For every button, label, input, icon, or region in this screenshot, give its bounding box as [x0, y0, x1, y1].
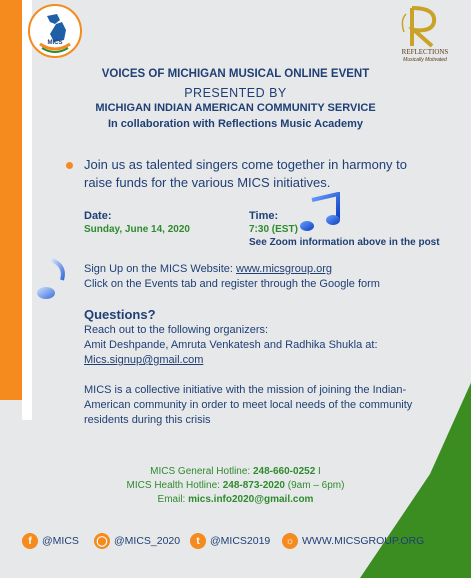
- questions-email-row: [84, 353, 203, 368]
- signup-email-link[interactable]: Mics.signup@gmail.com: [84, 354, 204, 366]
- white-side-strip: [22, 0, 32, 420]
- questions-heading: Questions?: [84, 307, 156, 322]
- facebook-icon: f: [22, 533, 38, 549]
- date-label: Date:: [84, 210, 112, 222]
- health-hotline-number: 248-873-2020: [222, 480, 285, 491]
- date-value: Sunday, June 14, 2020: [84, 224, 190, 235]
- orange-side-band: [0, 0, 22, 400]
- reflections-r-icon: [392, 2, 458, 50]
- mics-website-link[interactable]: www.micsgroup.org: [236, 263, 333, 275]
- mics-logo-text: MICS: [47, 40, 63, 46]
- presented-by: PRESENTED BY: [184, 86, 287, 100]
- mics-logo: [28, 4, 82, 58]
- time-label: Time:: [249, 210, 279, 222]
- mission-text: MICS is a collective initiative with the mission of joining the Indian-American community in order to meet local needs of the community residents during this crisis: [84, 384, 413, 426]
- questions-line-1: Reach out to the following organizers:: [84, 324, 269, 336]
- intro-text: Join us as talented singers come together in harmony to raise funds for the various MICS initiatives.: [84, 157, 408, 190]
- social-instagram[interactable]: [94, 530, 180, 552]
- globe-icon: ☼: [282, 533, 298, 549]
- signup-line-1: [84, 262, 332, 277]
- double-music-note-icon: [300, 192, 344, 232]
- org-name: MICHIGAN INDIAN AMERICAN COMMUNITY SERVICE: [95, 102, 376, 114]
- general-hotline-suffix: I: [315, 466, 321, 477]
- general-hotline-row: [0, 466, 471, 477]
- tumblr-handle: @MICS2019: [210, 535, 271, 547]
- email-row: [0, 494, 471, 505]
- time-value: 7:30 (EST): [249, 224, 298, 235]
- reflections-logo: [392, 2, 458, 68]
- general-hotline-label: MICS General Hotline:: [150, 466, 253, 477]
- instagram-handle: @MICS_2020: [114, 535, 181, 547]
- email-value: mics.info2020@gmail.com: [188, 494, 314, 505]
- website-url: WWW.MICSGROUP.ORG: [302, 535, 425, 547]
- reflections-name: REFLECTIONS: [401, 48, 449, 56]
- reflections-tagline: Musically Motivated: [403, 57, 447, 63]
- instagram-icon: ◯: [94, 533, 110, 549]
- signup-line-2: Click on the Events tab and register through the Google form: [84, 278, 380, 290]
- single-music-note-icon: [36, 256, 68, 302]
- event-title: VOICES OF MICHIGAN MUSICAL ONLINE EVENT: [101, 68, 370, 80]
- email-label: Email:: [157, 494, 189, 505]
- facebook-handle: @MICS: [42, 535, 79, 547]
- health-hotline-label: MICS Health Hotline:: [126, 480, 223, 491]
- health-hotline-hours: (9am – 6pm): [284, 480, 345, 491]
- zoom-note: See Zoom information above in the post: [249, 237, 440, 248]
- michigan-map-icon: [30, 6, 80, 56]
- social-facebook[interactable]: [22, 530, 79, 552]
- collab-line: In collaboration with Reflections Music Academy: [107, 118, 364, 130]
- signup-prefix: Sign Up on the MICS Website:: [84, 263, 237, 275]
- bullet-dot: [66, 162, 73, 169]
- social-tumblr[interactable]: [190, 530, 270, 552]
- tumblr-icon: t: [190, 533, 206, 549]
- social-website[interactable]: [282, 530, 424, 552]
- general-hotline-number: 248-660-0252: [252, 466, 316, 477]
- questions-line-2: Amit Deshpande, Amruta Venkatesh and Radhika Shukla at:: [84, 339, 378, 351]
- health-hotline-row: [0, 480, 471, 491]
